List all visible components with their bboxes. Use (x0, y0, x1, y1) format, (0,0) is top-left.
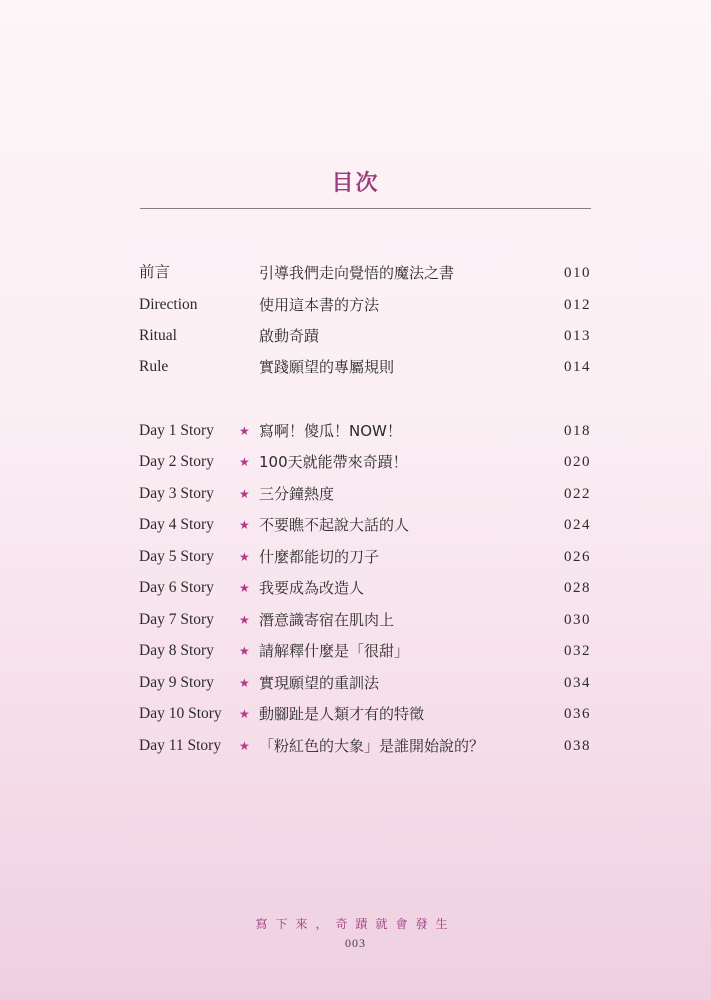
toc-title: 我要成為改造人 (259, 579, 365, 597)
toc-page-number: 018 (564, 423, 591, 439)
toc-row-direction[interactable] (0, 293, 711, 317)
toc-label: Day 6 Story (139, 579, 214, 596)
star-icon: ★ (239, 581, 250, 595)
star-icon: ★ (239, 518, 250, 532)
toc-label: Day 9 Story (139, 674, 214, 691)
toc-label: Day 1 Story (139, 422, 214, 439)
toc-row-day-9[interactable] (0, 671, 711, 695)
star-icon: ★ (239, 613, 250, 627)
toc-title: 實現願望的重訓法 (259, 674, 380, 692)
toc-page-number: 034 (564, 675, 591, 691)
toc-row-day-1[interactable] (0, 419, 711, 443)
toc-page-number: 036 (564, 706, 591, 722)
toc-title: 「粉紅色的大象」是誰開始說的？ (259, 737, 485, 755)
toc-title: 潛意識寄宿在肌肉上 (259, 611, 395, 629)
star-icon: ★ (239, 550, 250, 564)
toc-page-number: 038 (564, 738, 591, 754)
toc-label: Rule (139, 358, 169, 375)
toc-title: 實踐願望的專屬規則 (259, 358, 395, 376)
toc-row-day-4[interactable] (0, 513, 711, 537)
toc-page-number: 026 (564, 549, 591, 565)
toc-label: Day 5 Story (139, 548, 214, 565)
toc-label: Day 11 Story (139, 737, 222, 754)
toc-page-number: 010 (564, 265, 591, 281)
toc-title: 使用這本書的方法 (259, 296, 380, 314)
toc-title: 引導我們走向覺悟的魔法之書 (259, 264, 455, 282)
toc-title: 什麼都能切的刀子 (259, 548, 380, 566)
toc-label: 前言 (139, 264, 171, 281)
star-icon: ★ (239, 676, 250, 690)
toc-label: Day 10 Story (139, 705, 222, 722)
toc-page-number: 028 (564, 580, 591, 596)
toc-title: 不要瞧不起說大話的人 (259, 516, 410, 534)
toc-page-number: 032 (564, 643, 591, 659)
toc-row-ritual[interactable] (0, 324, 711, 348)
running-footer-book-title: 寫下來，奇蹟就會發生 (255, 917, 456, 931)
star-icon: ★ (239, 739, 250, 753)
star-icon: ★ (239, 644, 250, 658)
toc-page-number: 030 (564, 612, 591, 628)
toc-row-day-3[interactable] (0, 482, 711, 506)
toc-page-number: 020 (564, 454, 591, 470)
toc-row-day-7[interactable] (0, 608, 711, 632)
star-icon: ★ (239, 487, 250, 501)
toc-page-number: 022 (564, 486, 591, 502)
toc-page-number: 024 (564, 517, 591, 533)
toc-page-number: 012 (564, 297, 591, 313)
toc-label: Day 4 Story (139, 516, 214, 533)
toc-row-day-6[interactable] (0, 576, 711, 600)
toc-label: Direction (139, 296, 198, 313)
toc-row-rule[interactable] (0, 355, 711, 379)
toc-row-day-10[interactable] (0, 702, 711, 726)
star-icon: ★ (239, 424, 250, 438)
footer-page-number: 003 (345, 936, 366, 950)
toc-label: Day 2 Story (139, 453, 214, 470)
toc-title: 動腳趾是人類才有的特徵 (259, 705, 425, 723)
toc-title: 寫啊！傻瓜！NOW！ (259, 422, 402, 440)
toc-label: Ritual (139, 327, 177, 344)
toc-row-preface[interactable] (0, 261, 711, 285)
star-icon: ★ (239, 455, 250, 469)
toc-title: 請解釋什麼是「很甜」 (259, 642, 410, 660)
toc-page-number: 014 (564, 359, 591, 375)
toc-title: 啟動奇蹟 (259, 327, 320, 345)
title-divider (140, 208, 591, 209)
toc-label: Day 3 Story (139, 485, 214, 502)
toc-row-day-11[interactable] (0, 734, 711, 758)
toc-label: Day 7 Story (139, 611, 214, 628)
star-icon: ★ (239, 707, 250, 721)
page-title: 目次 (331, 170, 380, 196)
toc-title: 100天就能帶來奇蹟！ (259, 453, 408, 471)
toc-label: Day 8 Story (139, 642, 214, 659)
toc-row-day-8[interactable] (0, 639, 711, 663)
toc-page-number: 013 (564, 328, 591, 344)
toc-title: 三分鐘熱度 (259, 485, 335, 503)
toc-row-day-5[interactable] (0, 545, 711, 569)
toc-row-day-2[interactable] (0, 450, 711, 474)
